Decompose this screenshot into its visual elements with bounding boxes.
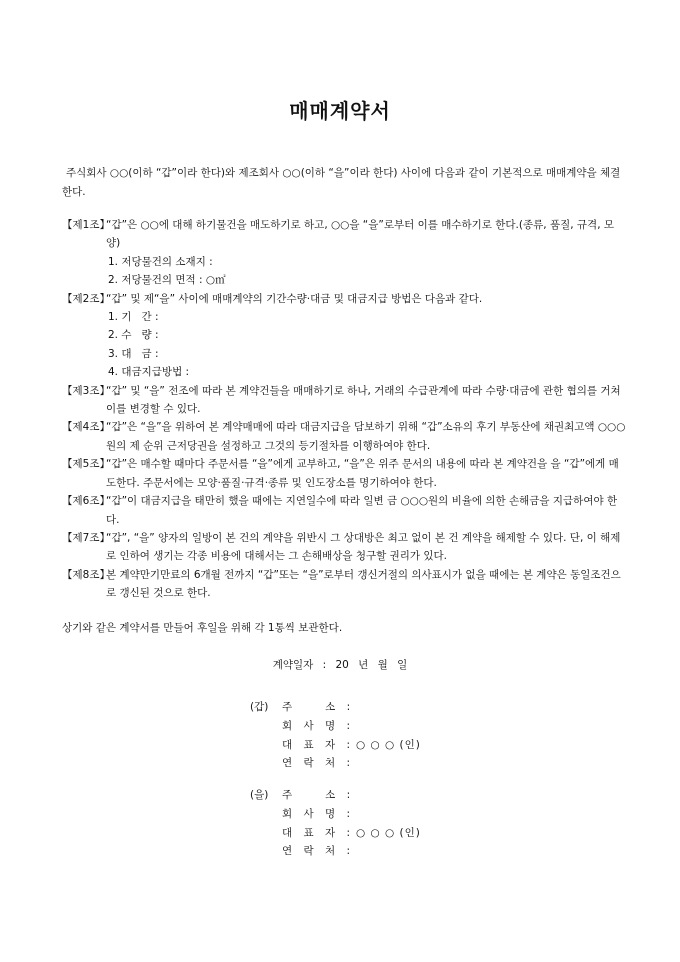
company-field-label: 회 사 명 : — [282, 807, 354, 820]
clause-5 — [62, 455, 626, 492]
closing-statement: 상기와 같은 계약서를 만들어 후일을 위해 각 1통씩 보관한다. — [62, 622, 343, 634]
clause-1 — [62, 216, 626, 253]
clause-2-item-2: 2. 수 량 : — [108, 329, 159, 342]
clause-number: 【제2조】 — [62, 292, 110, 305]
contact-field-label: 연 락 처 : — [282, 845, 354, 858]
party-b-block — [250, 786, 421, 861]
clause-2-item-1: 1. 기 간 : — [108, 311, 159, 324]
clause-text: “갑”은 ○○에 대해 하기물건을 매도하기로 하고, ○○을 “을”로부터 이를 매수하기로 한다.(종류, 품질, 규격, 모양) — [106, 219, 615, 250]
clause-number: 【제3조】 — [62, 384, 110, 397]
document-title: 매매계약서 — [289, 99, 391, 123]
address-field-label: 주 소 : — [282, 789, 355, 801]
party-label: (갑) — [250, 701, 269, 713]
clause-2 — [62, 290, 626, 308]
clause-number: 【제1조】 — [62, 219, 110, 231]
seal-placeholder: ○ ○ ○ (인) — [356, 826, 421, 839]
clause-list — [62, 216, 626, 603]
representative-field-label: 대 표 자 : — [282, 738, 354, 751]
clause-2-item-4: 4. 대금지급방법 : — [108, 366, 190, 379]
clause-number: 【제7조】 — [62, 531, 110, 544]
party-label: (을) — [250, 789, 269, 801]
clause-number: 【제5조】 — [62, 458, 110, 471]
clause-1-item-2: 2. 저당물건의 면적 : ○㎡ — [108, 274, 226, 287]
intro-paragraph: 주식회사 ○○(이하 “갑”이라 한다)와 제조회사 ○○(이하 “을”이라 한다) 사이에 다음과 같이 기본적으로 매매계약을 체결한다. — [62, 167, 621, 198]
clause-number: 【제4조】 — [62, 421, 110, 434]
clause-text: “갑”이 대금지급을 태만히 했을 때에는 지연일수에 따라 일변 금 ○○○원의 비율에 의한 손해금을 지급하여야 한다. — [106, 495, 618, 526]
clause-2-item-3: 3. 대 금 : — [108, 347, 159, 360]
clause-6 — [62, 492, 626, 529]
clause-text: 본 계약만기만료의 6개월 전까지 “갑”또는 “을”로부터 갱신거절의 의사표시가 없을 때에는 본 계약은 동일조건으로 갱신된 것으로 한다. — [106, 568, 621, 600]
contract-date: 계약일자 : 20 년 월 일 — [272, 659, 408, 671]
clause-text: “갑” 및 “을” 전조에 따라 본 계약건들을 매매하기로 하나, 거래의 수급관계에 따라 수량·대금에 관한 협의를 거쳐 이를 변경할 수 있다. — [106, 384, 621, 416]
clause-text: “갑”, “을” 양자의 일방이 본 건의 계약을 위반시 그 상대방은 최고 없이 본 건 계약을 해제할 수 있다. 단, 이 해제로 인하여 생기는 각종 비용에 대해서는 그 손해배상을 청구할 권리가 있다. — [106, 531, 621, 563]
party-a-block — [250, 698, 421, 773]
clause-8 — [62, 566, 626, 603]
clause-text: “갑”은 “을”을 위하여 본 계약매매에 따라 대금지급을 담보하기 위해 “갑”소유의 후기 부동산에 채권최고액 ○○○원의 제 순위 근저당권을 설정하고 그것의 등기절차를 이행하여야 한다. — [106, 421, 626, 452]
clause-number: 【제8조】 — [62, 568, 110, 581]
company-field-label: 회 사 명 : — [282, 719, 354, 732]
clause-4 — [62, 418, 626, 455]
clause-text: “갑” 및 제“을” 사이에 매매계약의 기간수량·대금 및 대금지급 방법은 다음과 같다. — [106, 292, 483, 305]
clause-3 — [62, 382, 626, 419]
seal-placeholder: ○ ○ ○ (인) — [356, 738, 421, 751]
representative-field-label: 대 표 자 : — [282, 826, 354, 839]
address-field-label: 주 소 : — [282, 701, 355, 713]
clause-number: 【제6조】 — [62, 495, 110, 508]
clause-text: “갑”은 매수할 때마다 주문서를 “을”에게 교부하고, “을”은 위주 문서의 내용에 따라 본 계약건을 을 “갑”에게 매도한다. 주문서에는 모양·품질·규격·종류 및 인도장소를 명기하여야 한다. — [106, 458, 619, 489]
contact-field-label: 연 락 처 : — [282, 757, 354, 770]
clause-1-item-1: 1. 저당물건의 소재지 : — [108, 255, 213, 268]
clause-7 — [62, 529, 626, 566]
